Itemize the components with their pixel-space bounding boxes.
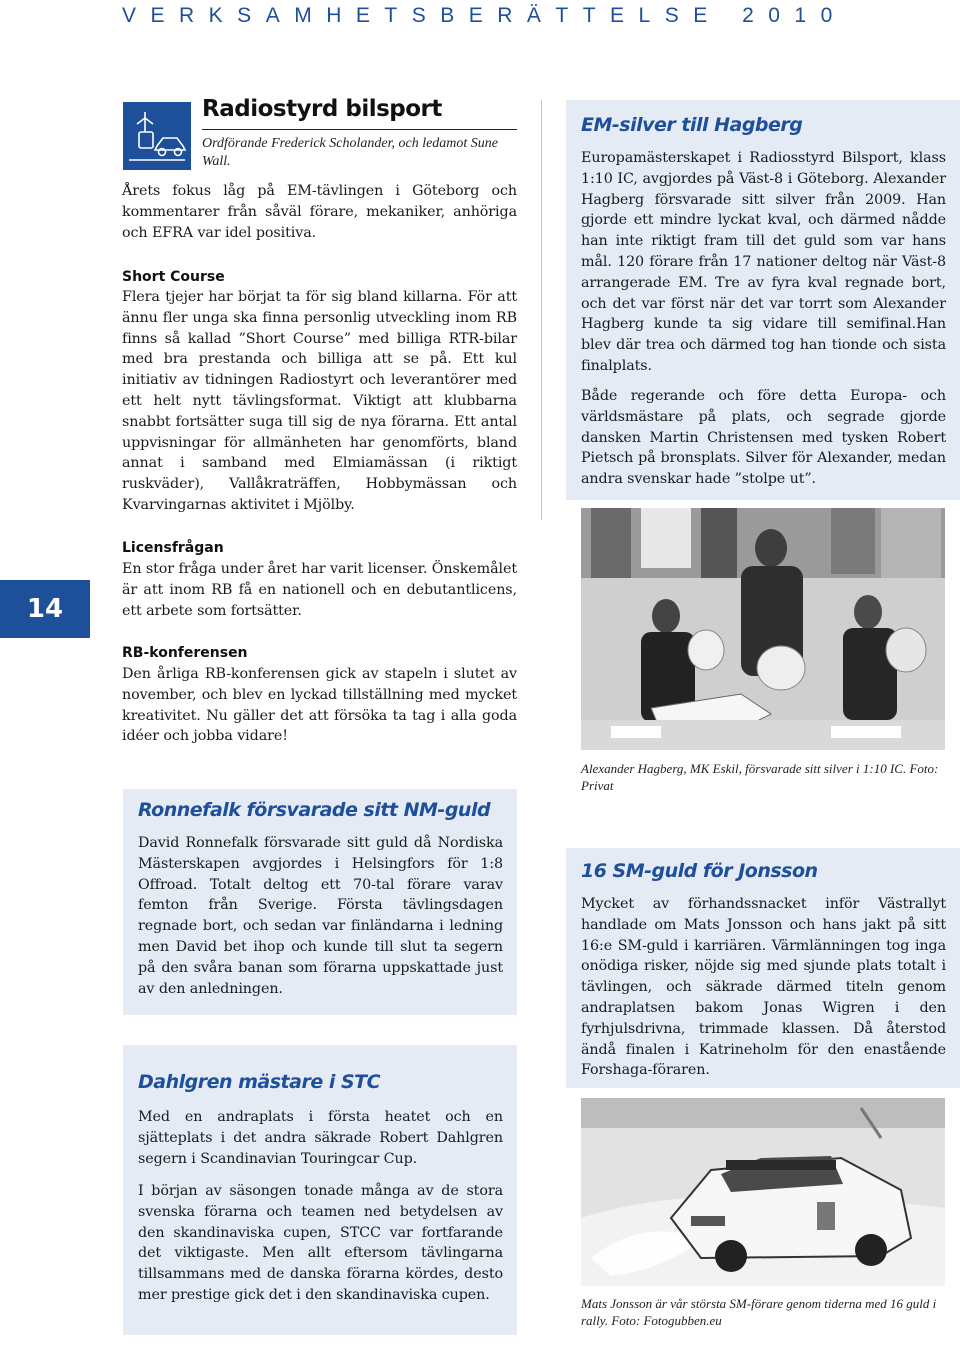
- em-silver-box: [566, 100, 960, 500]
- stc-box-text-2: I början av säsongen tonade många av de stora svenska förarna och teamen ned betydelsen av den skandinaviska cupen, STCC var fortfarande det viktigaste. Men allt eftersom tävlingarna tillsammans med de danska förarna kördes, desto mer prestige gick det i den skandinaviska cupen.: [138, 1183, 503, 1303]
- intro-paragraph: Årets fokus låg på EM-tävlingen i Göteborg och kommentarer från såväl förare, mekaniker, anhöriga och EFRA var idel positiva.: [122, 183, 517, 241]
- section-title: Radiostyrd bilsport: [202, 96, 442, 122]
- em-box-text-1: Europamästerskapet i Radiosstyrd Bilsport, klass 1:10 IC, avgjordes på Väst-8 i Göteborg. Alexander Hagberg försvarade sitt silver från 2009. Han gjorde ett mindre lyckat kval, och därmed nådde han inte riktigt fram till det guld som var hans mål. 120 förare från 17 nationer deltog när Väst-8 arrangerade EM. Tre av fyra kval regnade bort, och det var först när det var torrt som Alexander Hagberg kunde ta sig vidare till semifinal.Han blev där trea och därmed tog han tionde och sista finalplats.: [581, 150, 946, 374]
- title-divider: [202, 129, 517, 130]
- podium-photo: [581, 508, 945, 750]
- rally-car-photo: [581, 1098, 945, 1286]
- page-number: 14: [0, 580, 90, 638]
- nm-gold-box: [123, 789, 517, 1015]
- rc-car-logo-icon: [123, 102, 191, 170]
- short-course-heading: Short Course: [122, 269, 225, 285]
- stc-box-text-1: Med en andraplats i första heatet och en sjätteplats i det andra säkrade Robert Dahlgren segern i Scandinavian Touringcar Cup.: [138, 1109, 503, 1167]
- sm-box-title: 16 SM-guld för Jonsson: [581, 860, 818, 882]
- sm-box-text: Mycket av förhandssnacket inför Västrallyt handlade om Mats Jonsson och hans jakt på sitt 16:e SM-guld i karriären. Värmlänningen tog inga onödiga risker, nöjde sig med sjunde plats totalt i tävlingen, och säkrade därmed titeln genom andraplatsen bakom Jonas Wigren i den fyrhjulsdrivna, trimmade klassen. Då återstod ändå finalen i Katrineholm för den enastående Forshaga-föraren.: [581, 896, 946, 1079]
- nm-box-text: David Ronnefalk försvarade sitt guld då Nordiska Mästerskapen avgjordes i Helsingfors för 1:8 Offroad. Totalt deltog ett 70-tal förare varav femton från Sverige. Första tävlingsdagen regnade bort, och sedan var finländarna i ledning men David bet ihop och kunde till slut ta segern på den svåra banan som förarna uppskattade just av den anledningen.: [138, 835, 503, 997]
- conference-heading: RB-konferensen: [122, 645, 248, 661]
- conference-paragraph: Den årliga RB-konferensen gick av stapeln i slutet av november, och blev en lyckad tillställning med mycket kreativitet. Nu gäller det att försöka ta tag i alla goda idéer och jobba vidare!: [122, 666, 517, 745]
- page-header-title: VERKSAMHETSBERÄTTELSE 2010: [122, 4, 847, 27]
- nm-box-title: Ronnefalk försvarade sitt NM-guld: [138, 799, 491, 821]
- stc-box-title: Dahlgren mästare i STC: [138, 1071, 381, 1093]
- stc-box: [123, 1045, 517, 1335]
- em-box-text-2: Både regerande och före detta Europa- och världsmästare på plats, och segrade gjorde dansken Martin Christensen med tysken Robert Pietsch på bronsplats. Silver för Alexander, medan andra svenskar hade ”stolpe ut”.: [581, 388, 946, 488]
- section-subtitle: Ordförande Frederick Scholander, och ledamot Sune Wall.: [202, 136, 499, 169]
- podium-photo-caption: Alexander Hagberg, MK Eskil, försvarade sitt silver i 1:10 IC. Foto: Privat: [581, 761, 939, 793]
- short-course-paragraph: Flera tjejer har börjat ta för sig bland killarna. För att ännu fler unga ska finna personlig utveckling inom RB finns så kallad ”Short Course” med billiga RTR-bilar med bra prestanda och billiga att se på. Ett kul initiativ av tidningen Radiostyrt och leverantörer med ett helt nytt tävlingsformat. Viktigt att klubbarna snabbt fortsätter suga till sig de nya förarna. Ett antal uppvisningar för allmänheten har genomförts, bland annat i samband med Elmiamässan (i riktigt ruskväder), Vallåkraträffen, Hobbymässan och Kvarvingarnas aktivitet i Mjölby.: [122, 289, 517, 513]
- sm-gold-box: [566, 848, 960, 1088]
- column-divider: [541, 100, 542, 520]
- em-box-title: EM-silver till Hagberg: [581, 114, 803, 136]
- rally-photo-caption: Mats Jonsson är vår största SM-förare genom tiderna med 16 guld i rally. Foto: Fotogubben.eu: [581, 1296, 937, 1328]
- license-heading: Licensfrågan: [122, 540, 224, 556]
- license-paragraph: En stor fråga under året har varit licenser. Önskemålet är att inom RB få en nationell och en debutantlicens, ett arbete som fortsätter.: [122, 561, 517, 619]
